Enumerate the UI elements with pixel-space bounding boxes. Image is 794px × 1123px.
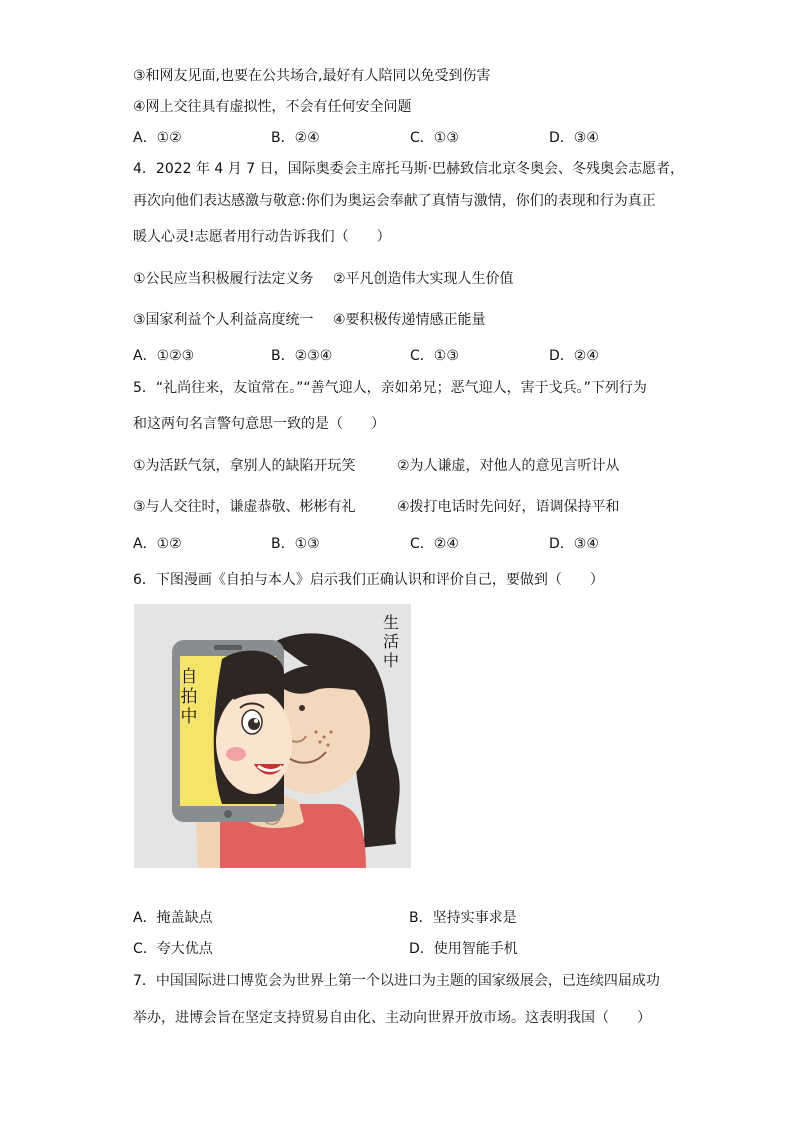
- q3-option-d[interactable]: D．③④: [549, 130, 599, 146]
- q4-options: [133, 346, 733, 366]
- q6-option-b[interactable]: B．坚持实事求是: [409, 910, 517, 926]
- q4-option-a[interactable]: A．①②③: [133, 348, 195, 364]
- q4-item-2: ②平凡创造伟大实现人生价值: [333, 271, 514, 287]
- q6-option-d[interactable]: D．使用智能手机: [409, 941, 518, 957]
- life-label-char-3: 中: [382, 653, 400, 670]
- q4-items-row-1: [133, 269, 733, 289]
- q4-option-d[interactable]: D．②④: [549, 348, 599, 364]
- q4-items-row-2: [133, 310, 733, 330]
- q7-stem-line-1: 7．中国国际进口博览会为世界上第一个以进口为主题的国家级展会，已连续四届成功: [133, 973, 660, 989]
- q6-stem: 6．下图漫画《自拍与本人》启示我们正确认识和评价自己，要做到（ ）: [133, 572, 604, 588]
- life-label-char-2: 活: [382, 634, 400, 651]
- q3-option-a[interactable]: A．①②: [133, 130, 182, 146]
- q5-item-4: ④拨打电话时先问好，语调保持平和: [397, 499, 620, 515]
- q4-option-c[interactable]: C．①③: [410, 348, 459, 364]
- q3-option-b[interactable]: B．②④: [271, 130, 320, 146]
- q4-option-b[interactable]: B．②③④: [271, 348, 333, 364]
- q5-stem-line-2: 和这两句名言警句意思一致的是（ ）: [133, 416, 385, 432]
- q5-items-row-1: [133, 456, 733, 476]
- q5-options: [133, 534, 733, 554]
- life-label-char-1: 生: [382, 615, 400, 632]
- q3-options: [133, 128, 733, 148]
- q5-option-d[interactable]: D．③④: [549, 536, 599, 552]
- selfie-label-char-3: 中: [180, 707, 198, 726]
- q5-option-b[interactable]: B．①③: [271, 536, 320, 552]
- q3-option-c[interactable]: C．①③: [410, 130, 459, 146]
- selfie-label-char-2: 拍: [180, 687, 198, 706]
- q4-stem-line-3: 暖人心灵!志愿者用行动告诉我们（ ）: [133, 229, 391, 245]
- q3-item-3: ③和网友见面,也要在公共场合,最好有人陪同以免受到伤害: [133, 68, 491, 84]
- q4-item-3: ③国家利益个人利益高度统一: [133, 312, 314, 328]
- q5-option-a[interactable]: A．①②: [133, 536, 182, 552]
- q5-item-3: ③与人交往时，谦虚恭敬、彬彬有礼: [133, 499, 356, 515]
- q6-options-row-2: [133, 939, 733, 959]
- q6-option-c[interactable]: C．夸大优点: [133, 941, 213, 957]
- q6-option-a[interactable]: A．掩盖缺点: [133, 910, 213, 926]
- q4-item-4: ④要积极传递情感正能量: [333, 312, 486, 328]
- q4-stem-line-2: 再次向他们表达感激与敬意:你们为奥运会奉献了真情与激情，你们的表现和行为真正: [133, 193, 656, 209]
- selfie-cartoon-illustration: [134, 604, 411, 868]
- real-life-label: [383, 614, 399, 670]
- q5-item-2: ②为人谦虚，对他人的意见言听计从: [397, 458, 620, 474]
- q6-options-row-1: [133, 908, 733, 928]
- q5-option-c[interactable]: C．②④: [410, 536, 459, 552]
- q5-stem-line-1: 5．“礼尚往来，友谊常在。”“善气迎人，亲如弟兄；恶气迎人，害于戈兵。”下列行为: [133, 380, 647, 396]
- q4-item-1: ①公民应当积极履行法定义务: [133, 271, 314, 287]
- q5-items-row-2: [133, 497, 733, 517]
- q4-stem-line-1: 4．2022 年 4 月 7 日，国际奥委会主席托马斯·巴赫致信北京冬奥会、冬残奥会志愿者，: [133, 161, 685, 177]
- q7-stem-line-2: 举办，进博会旨在坚定支持贸易自由化、主动向世界开放市场。这表明我国（ ）: [133, 1010, 651, 1026]
- selfie-label-char-1: 自: [180, 667, 198, 686]
- selfie-label: [181, 667, 198, 726]
- q5-item-1: ①为活跃气氛，拿别人的缺陷开玩笑: [133, 458, 356, 474]
- q3-item-4: ④网上交往具有虚拟性，不会有任何安全问题: [133, 99, 412, 115]
